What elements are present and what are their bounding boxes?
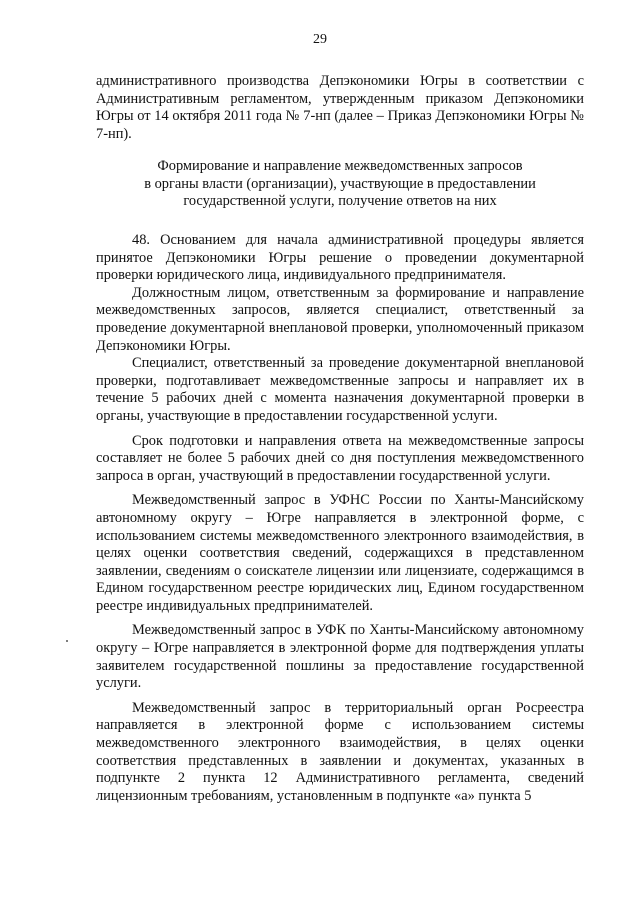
paragraph-rosreestr-request: Межведомственный запрос в территориальный орган Росреестра направляется в электронной форме с использованием системы межведомственного электронного взаимодействия, в целях оценки соответствия представленных в заявлении и документах, указанных в подпункте 2 пункта 12 Административного регламента, сведений лицензионным требованиям, установленным в подпункте «а» пункта 5	[96, 699, 584, 804]
paragraph-gap	[96, 615, 584, 622]
body-text	[96, 232, 584, 805]
paragraph-responsible-official: Должностным лицом, ответственным за формирование и направление межведомственных запросов, является специалист, ответственный за проведение документарной внеплановой проверки, уполномоченный приказом Депэкономики Югры.	[96, 284, 584, 354]
paragraph-ufk-request: Межведомственный запрос в УФК по Ханты-Мансийскому автономному округу – Югре направляется в электронной форме для подтверждения уплаты заявителем государственной пошлины за предоставление государственной услуги.	[96, 622, 584, 692]
paragraph-48: 48. Основанием для начала административной процедуры является принятое Депэкономики Югры решение о проведении документарной проверки юридического лица, индивидуального предпринимателя.	[96, 232, 584, 284]
paragraph-specialist: Специалист, ответственный за проведение документарной внеплановой проверки, подготавливает межведомственные запросы и направляет их в течение 5 рабочих дней с момента назначения документарной проверки в органы, участвующие в предоставлении государственной услуги.	[96, 355, 584, 424]
section-heading-line: в органы власти (организации), участвующие в предоставлении	[144, 175, 536, 192]
paragraph-gap	[96, 426, 584, 433]
page-number: 29	[313, 32, 327, 47]
paragraph-gap	[96, 485, 584, 492]
continuation-block	[96, 73, 584, 143]
section-heading-line: государственной услуги, получение ответов на них	[183, 193, 497, 210]
paragraph-ufns-request: Межведомственный запрос в УФНС России по Ханты-Мансийскому автономному округу – Югре направляется в электронной форме, с использованием системы межведомственного электронного взаимодействия, в целях оценки соответствия сведений, содержащихся в представленном заявлении, сведениям о соискателе лицензии или лицензиате, содержащимся в Едином государственном реестре юридических лиц, Едином государственном реестре индивидуальных предпринимателей.	[96, 492, 584, 614]
continuation-paragraph: административного производства Депэкономики Югры в соответствии с Административным регламентом, утвержденным приказом Депэкономики Югры от 14 октября 2011 года № 7-нп (далее – Приказ Депэкономики Югры № 7-нп).	[96, 73, 584, 142]
section-heading	[96, 158, 584, 211]
paragraph-response-term: Срок подготовки и направления ответа на межведомственные запросы составляет не более 5 рабочих дней со дня поступления межведомственного запроса в орган, участвующий в предоставлении государственной услуги.	[96, 432, 584, 484]
paragraph-gap	[96, 693, 584, 700]
margin-mark	[66, 640, 68, 642]
section-heading-line: Формирование и направление межведомственных запросов	[157, 158, 523, 174]
